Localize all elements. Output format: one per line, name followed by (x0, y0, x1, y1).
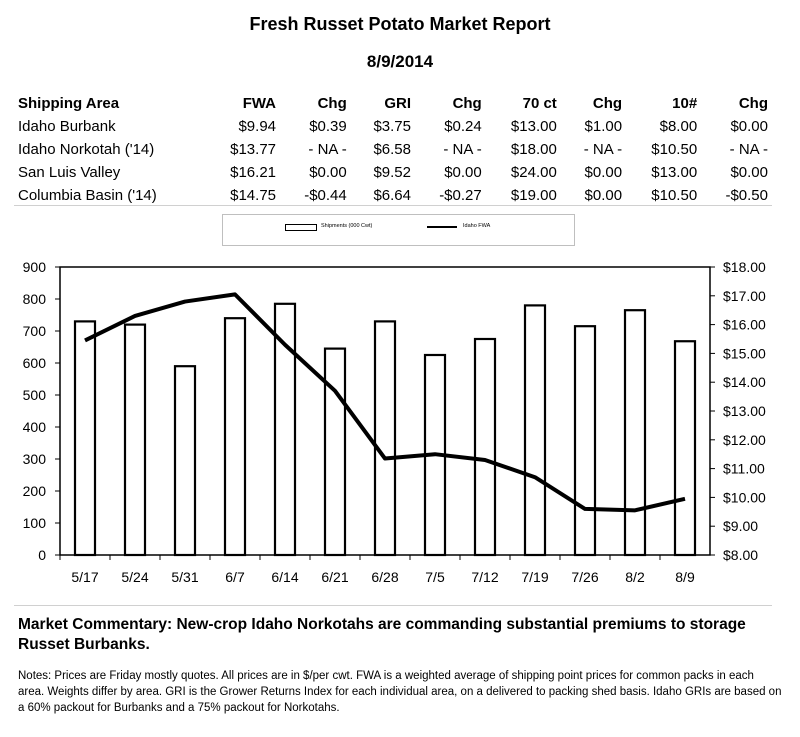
table-divider (14, 205, 772, 206)
left-axis-tick-label: 200 (22, 483, 46, 499)
right-axis-tick-label: $13.00 (723, 403, 766, 419)
table-cell: $6.58 (373, 141, 411, 158)
shipment-bar (525, 305, 545, 555)
right-axis-tick-label: $18.00 (723, 259, 766, 275)
table-cell: -$0.44 (304, 187, 347, 204)
table-cell: $0.00 (584, 164, 623, 181)
report-title: Fresh Russet Potato Market Report (249, 14, 551, 34)
table-cell: Columbia Basin ('14) (18, 187, 157, 204)
table-cell: $13.77 (230, 141, 277, 158)
table-cell: $24.00 (510, 164, 557, 181)
table-cell: $16.21 (230, 164, 277, 181)
table-cell: - NA - (308, 141, 347, 158)
left-axis-tick-label: 900 (22, 259, 46, 275)
x-axis-tick-label: 6/21 (321, 569, 349, 585)
shipment-bar (625, 310, 645, 555)
x-axis-tick-label: 7/26 (571, 569, 599, 585)
table-cell: $6.64 (373, 187, 411, 204)
legend-line-swatch (427, 226, 457, 228)
column-header: Chg (317, 95, 347, 112)
left-axis-tick-label: 100 (22, 515, 46, 531)
table-row (14, 161, 774, 184)
table-row (14, 115, 774, 138)
table-cell: $18.00 (510, 141, 557, 158)
market-commentary: Market Commentary: New-crop Idaho Norkotahs are commanding substantial premiums to storage Russet Burbanks. (18, 616, 746, 653)
table-cell: -$0.27 (439, 187, 482, 204)
legend-bar-swatch (285, 224, 317, 231)
column-header: Shipping Area (18, 95, 120, 112)
right-axis-tick-label: $11.00 (723, 460, 765, 477)
x-axis-tick-label: 7/19 (521, 569, 549, 585)
table-cell: $0.39 (309, 118, 347, 135)
table-cell: $0.00 (309, 164, 347, 181)
shipment-bar (125, 325, 145, 555)
table-cell: Idaho Norkotah ('14) (18, 141, 155, 158)
column-header: Chg (738, 95, 768, 112)
column-header: Chg (452, 95, 482, 112)
legend-bar-label: Shipments (000 Cwt) (321, 223, 373, 229)
x-axis-tick-label: 7/5 (425, 569, 445, 585)
table-cell: - NA - (443, 141, 482, 158)
table-row (14, 184, 774, 207)
x-axis-tick-label: 5/31 (171, 569, 199, 585)
report-notes: Notes: Prices are Friday mostly quotes. All prices are in $/per cwt. FWA is a weighted average of shipping point prices for common packs in each area. Weights differ by area. GRI is the Grower Returns Index for each individual area, on a delivered to packing shed basis. Idaho GRIs are based on a 60% packout for Burbanks and a 75% packout for Norkotahs. (18, 670, 782, 714)
right-axis-tick-label: $16.00 (723, 316, 766, 333)
shipments-price-chart (0, 250, 800, 590)
right-axis-tick-label: $14.00 (723, 374, 766, 391)
right-axis-tick-label: $10.00 (723, 489, 766, 506)
x-axis-tick-label: 5/17 (71, 569, 99, 585)
x-axis-tick-label: 8/9 (675, 569, 695, 585)
shipment-bar (675, 341, 695, 555)
table-cell: $8.00 (659, 118, 698, 135)
right-axis-tick-label: $17.00 (723, 287, 766, 304)
price-table (14, 92, 774, 207)
left-axis-tick-label: 500 (22, 387, 46, 403)
legend-line-label: Idaho FWA (463, 223, 491, 229)
table-cell: $9.94 (238, 118, 277, 135)
x-axis-tick-label: 8/2 (625, 569, 645, 585)
column-header: FWA (242, 95, 277, 112)
left-axis-tick-label: 600 (22, 355, 46, 371)
table-cell: $19.00 (510, 187, 557, 204)
x-axis-tick-label: 6/14 (271, 569, 299, 585)
table-cell: $9.52 (373, 164, 411, 181)
x-axis-tick-label: 7/12 (471, 569, 499, 585)
x-axis-tick-label: 6/28 (371, 569, 399, 585)
column-header: 70 ct (522, 95, 557, 112)
right-axis-tick-label: $8.00 (723, 547, 759, 563)
table-cell: - NA - (583, 141, 623, 158)
x-axis-tick-label: 6/7 (225, 569, 245, 585)
shipment-bar (325, 349, 345, 555)
table-cell: $0.00 (444, 164, 482, 181)
shipment-bar (475, 339, 495, 555)
left-axis-tick-label: 400 (22, 419, 46, 435)
chart-divider (14, 605, 772, 606)
left-axis-tick-label: 0 (38, 547, 46, 563)
table-cell: $10.50 (651, 141, 698, 158)
table-cell: $14.75 (230, 187, 277, 204)
table-cell: $13.00 (651, 164, 698, 181)
table-cell: $0.00 (730, 164, 768, 181)
chart-legend (222, 214, 575, 246)
table-cell: San Luis Valley (18, 164, 121, 181)
table-header-row (14, 92, 774, 115)
left-axis-tick-label: 300 (22, 451, 46, 467)
right-axis-tick-label: $9.00 (723, 518, 759, 535)
table-cell: Idaho Burbank (18, 118, 116, 135)
left-axis-tick-label: 700 (22, 323, 46, 339)
shipment-bar (75, 321, 95, 555)
shipment-bar (225, 318, 245, 555)
x-axis-tick-label: 5/24 (121, 569, 149, 585)
table-cell: $3.75 (373, 118, 411, 135)
table-cell: $10.50 (651, 187, 698, 204)
shipment-bar (275, 304, 295, 555)
left-axis-tick-label: 800 (22, 291, 46, 307)
shipment-bar (375, 321, 395, 555)
column-header: Chg (592, 95, 623, 112)
shipment-bar (175, 366, 195, 555)
table-row (14, 138, 774, 161)
column-header: GRI (384, 95, 411, 112)
right-axis-tick-label: $15.00 (723, 345, 766, 362)
shipment-bar (575, 326, 595, 555)
report-date: 8/9/2014 (366, 52, 434, 71)
table-cell: $0.24 (444, 118, 482, 135)
table-cell: - NA - (729, 141, 768, 158)
table-cell: $1.00 (584, 118, 623, 135)
column-header: 10# (672, 95, 698, 112)
table-cell: -$0.50 (725, 187, 768, 204)
table-cell: $13.00 (510, 118, 557, 135)
right-axis-tick-label: $12.00 (723, 431, 766, 448)
table-cell: $0.00 (730, 118, 768, 135)
table-cell: $0.00 (584, 187, 623, 204)
